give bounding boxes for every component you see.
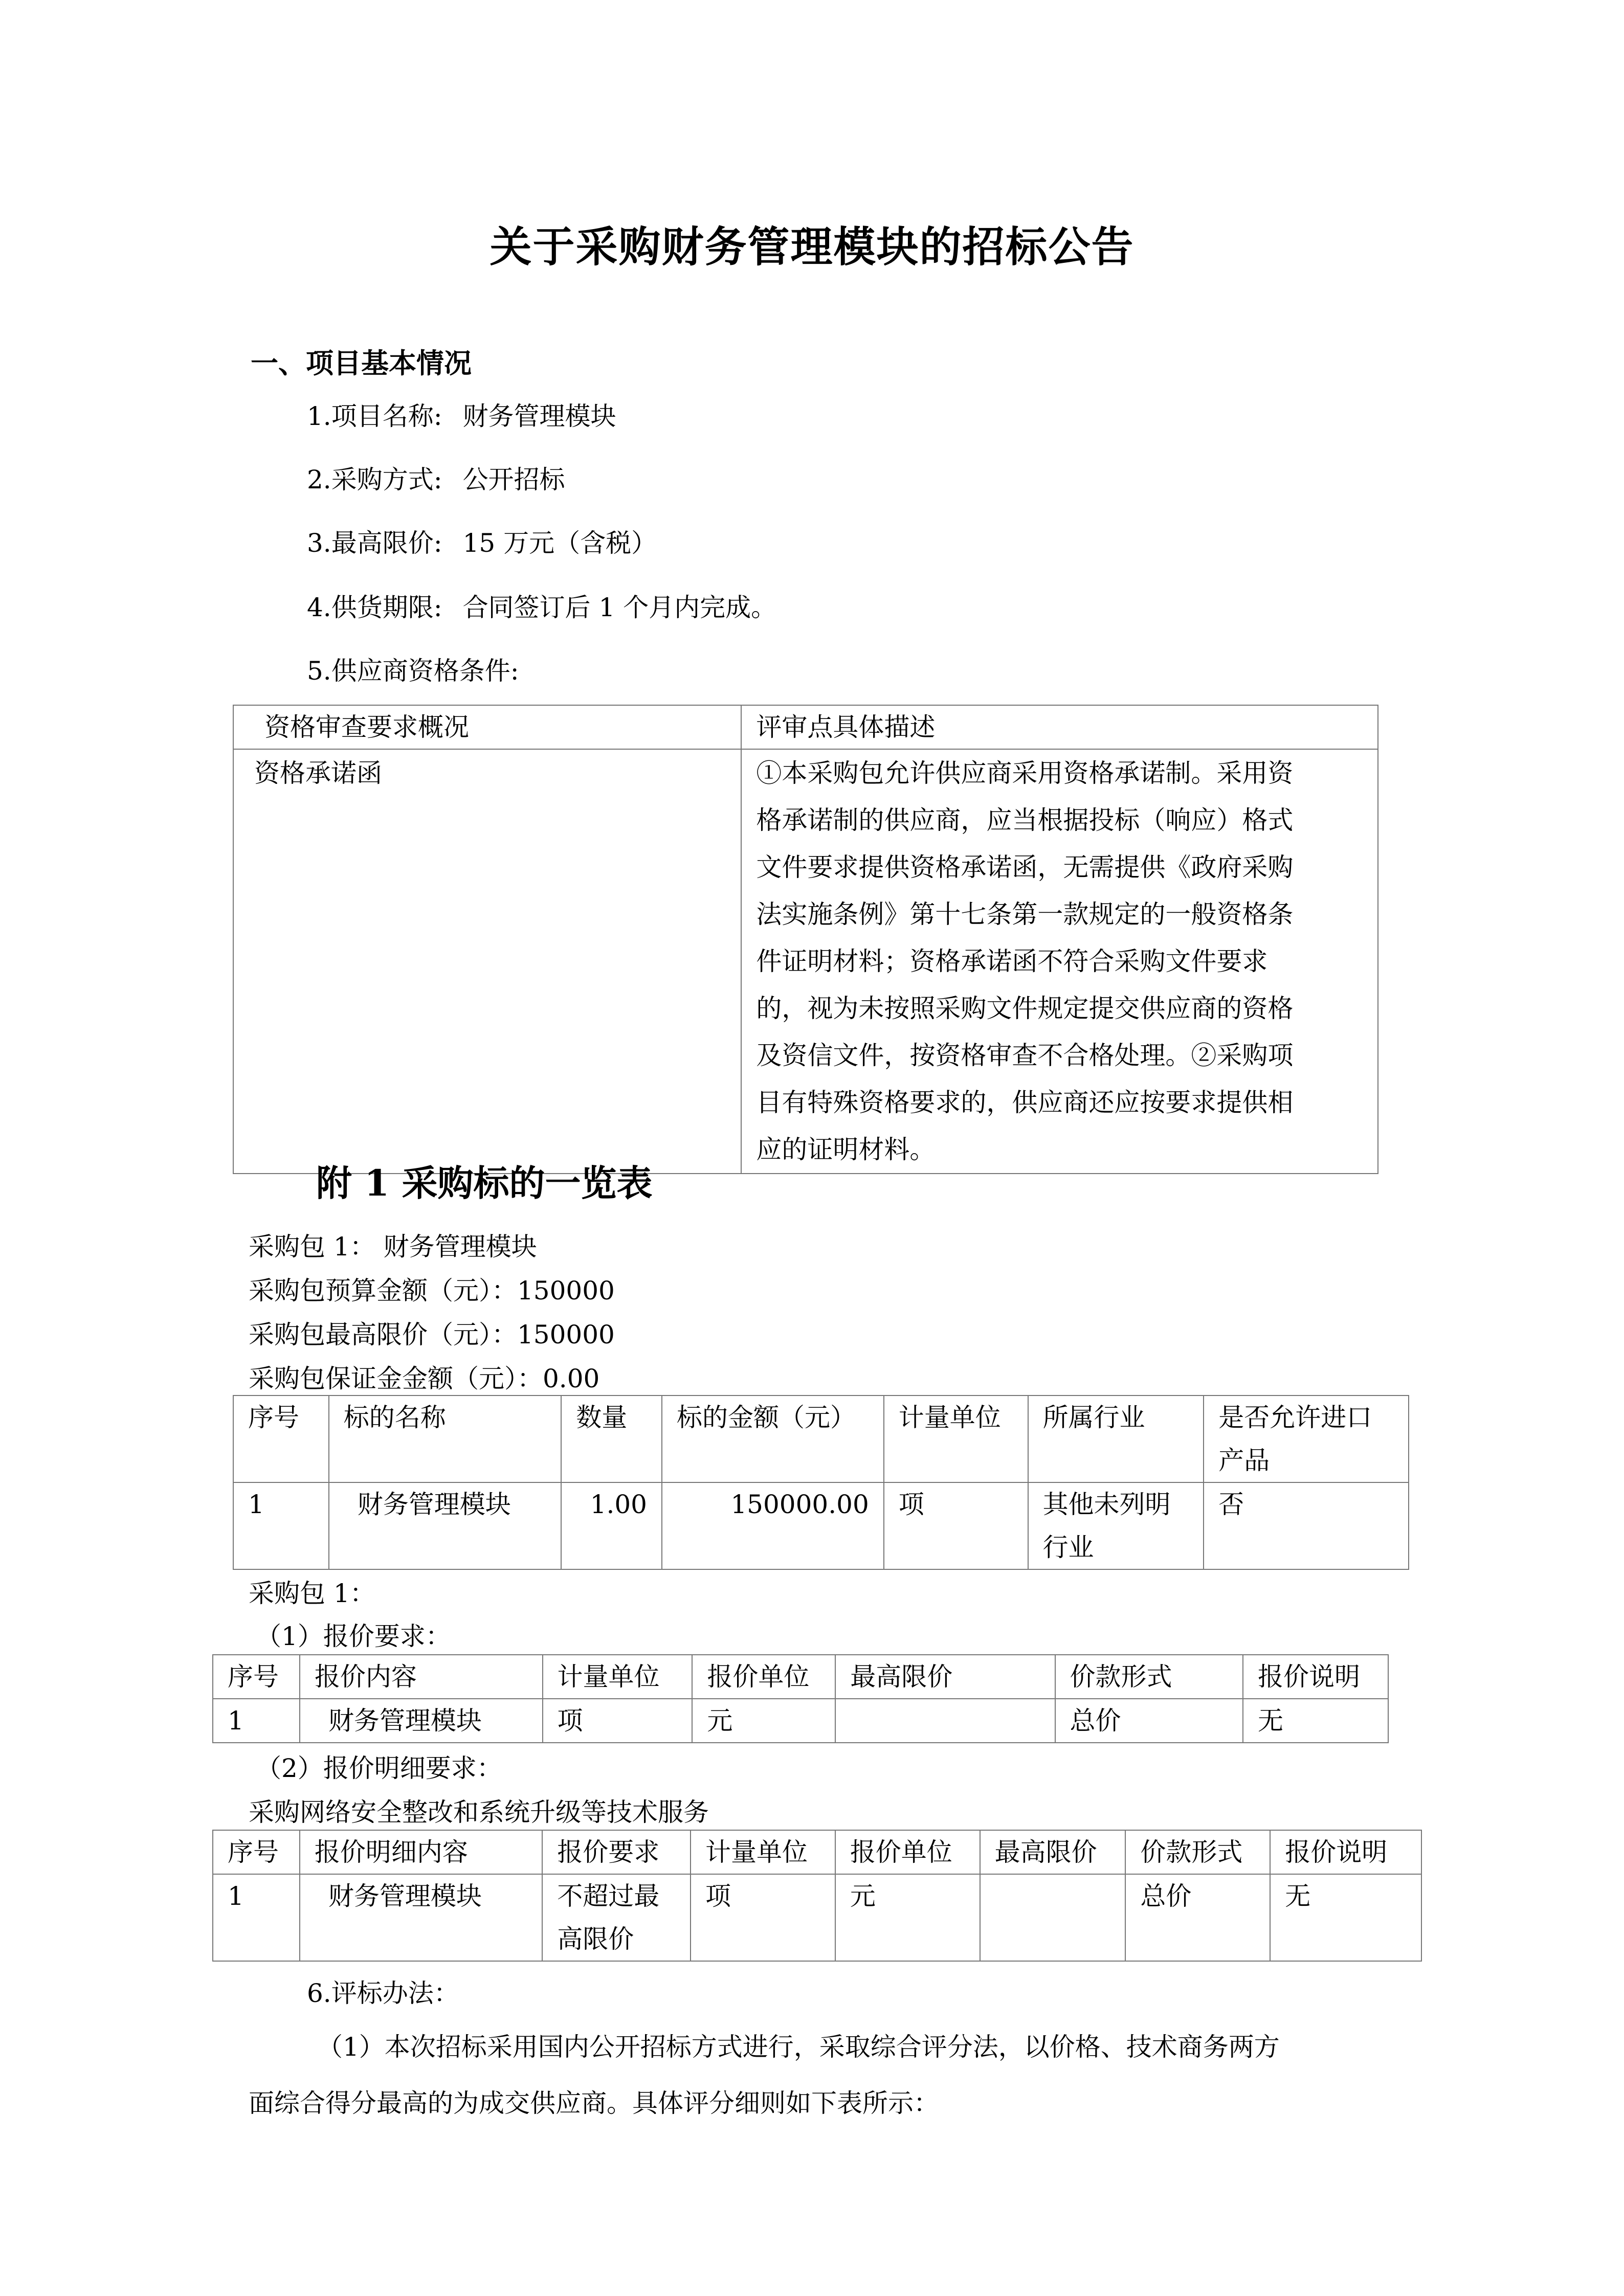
- item-value: 15 万元（含税）: [462, 528, 657, 558]
- item-value: 合同签订后 1 个月内完成。: [462, 593, 777, 622]
- item-value: 公开招标: [462, 465, 565, 494]
- evaluation-label: 6.评标办法：: [307, 1978, 459, 2008]
- cell-line: 其他未列明: [1042, 1490, 1171, 1519]
- project-name-line: [307, 396, 616, 433]
- table-header-cell: 报价单位: [835, 1830, 980, 1874]
- table-header-cell: 序号: [233, 1395, 329, 1482]
- package-info-line: 采购包 1： 财务管理模块: [249, 1232, 537, 1262]
- item-value: 财务管理模块: [462, 401, 616, 431]
- table-cell: 财务管理模块: [300, 1874, 542, 1961]
- table-header-cell: 评审点具体描述: [741, 705, 1378, 749]
- table-header-cell: 价款形式: [1055, 1655, 1243, 1699]
- table-cell: 元: [692, 1699, 835, 1743]
- table-header-row: [233, 705, 1378, 749]
- section-heading: 一、项目基本情况: [251, 347, 472, 379]
- package-info-line: 采购包预算金额（元）：150000: [249, 1276, 615, 1305]
- evaluation-paragraph-line: 面综合得分最高的为成交供应商。具体评分细则如下表所示：: [249, 2088, 939, 2118]
- cell-line: 行业: [1042, 1533, 1094, 1562]
- package-info-line: 采购包保证金金额（元）：0.00: [249, 1364, 600, 1393]
- table-cell: [542, 1874, 691, 1961]
- table-header-cell: 计量单位: [691, 1830, 835, 1874]
- table-row: [233, 1482, 1409, 1569]
- table-header-cell: 标的名称: [329, 1395, 561, 1482]
- table-header-cell: 最高限价: [980, 1830, 1126, 1874]
- table-cell: 无: [1243, 1699, 1388, 1743]
- table-header-cell: 报价明细内容: [300, 1830, 542, 1874]
- description-line: 文件要求提供资格承诺函，无需提供《政府采购: [756, 852, 1294, 882]
- procurement-method-line: [307, 459, 565, 496]
- item-label: 1.项目名称:: [307, 401, 442, 431]
- description-line: 的，视为未按照采购文件规定提交供应商的资格: [756, 994, 1294, 1023]
- table-header-cell: 报价内容: [300, 1655, 543, 1699]
- table-cell: [980, 1874, 1126, 1961]
- table-header-cell: 价款形式: [1125, 1830, 1270, 1874]
- package-label: 采购包 1：: [249, 1579, 375, 1608]
- item-label: 2.采购方式:: [307, 465, 442, 494]
- supplier-qualification-line: [307, 650, 519, 687]
- procurement-items-table: [233, 1395, 1409, 1570]
- table-cell: [1028, 1482, 1204, 1569]
- package-info-line: 采购包最高限价（元）：150000: [249, 1320, 615, 1349]
- quote-requirement-table: [212, 1654, 1389, 1743]
- table-header-cell: 报价说明: [1270, 1830, 1421, 1874]
- table-cell: 项: [543, 1699, 693, 1743]
- table-header-cell: 最高限价: [835, 1655, 1055, 1699]
- table-row: [213, 1874, 1421, 1961]
- table-header-cell: 序号: [213, 1655, 300, 1699]
- table-cell: 总价: [1055, 1699, 1243, 1743]
- page-title: 关于采购财务管理模块的招标公告: [490, 223, 1134, 272]
- description-line: 格承诺制的供应商，应当根据投标（响应）格式: [756, 805, 1294, 835]
- description-line: 应的证明材料。: [756, 1135, 936, 1164]
- detail-requirement-label: （2）报价明细要求：: [256, 1753, 502, 1783]
- table-header-cell: 资格审查要求概况: [233, 705, 741, 749]
- table-header-cell: 报价单位: [692, 1655, 835, 1699]
- table-header-cell: 报价要求: [542, 1830, 691, 1874]
- quote-requirement-label: （1）报价要求：: [256, 1622, 451, 1651]
- qualification-description: [741, 749, 1378, 1174]
- cell-line: 高限价: [557, 1924, 634, 1954]
- table-row: [233, 749, 1378, 1174]
- table-header-cell: 计量单位: [543, 1655, 693, 1699]
- table-header-row: [233, 1395, 1409, 1482]
- header-line: 是否允许进口: [1218, 1403, 1372, 1432]
- item-label: 4.供货期限:: [307, 593, 442, 622]
- table-cell: 财务管理模块: [329, 1482, 561, 1569]
- table-cell: 150000.00: [662, 1482, 884, 1569]
- table-cell: 1: [213, 1699, 300, 1743]
- table-cell: 元: [835, 1874, 980, 1961]
- header-line: 产品: [1218, 1446, 1270, 1475]
- qualification-table: [233, 705, 1378, 1174]
- table-header-row: [213, 1830, 1421, 1874]
- table-cell: 项: [691, 1874, 835, 1961]
- table-cell: 1: [213, 1874, 300, 1961]
- table-cell: 1: [233, 1482, 329, 1569]
- appendix-heading: 附 1 采购标的一览表: [316, 1162, 653, 1204]
- table-cell: 财务管理模块: [300, 1699, 543, 1743]
- table-cell: 1.00: [561, 1482, 662, 1569]
- max-price-line: [307, 523, 657, 559]
- table-cell: 无: [1270, 1874, 1421, 1961]
- item-label: 5.供应商资格条件:: [307, 656, 519, 686]
- description-line: 件证明材料；资格承诺函不符合采购文件要求: [756, 947, 1268, 976]
- table-cell: 否: [1204, 1482, 1409, 1569]
- table-cell: 项: [884, 1482, 1028, 1569]
- description-line: 法实施条例》第十七条第一款规定的一般资格条: [756, 899, 1294, 929]
- table-row: [213, 1699, 1388, 1743]
- table-header-cell: 报价说明: [1243, 1655, 1388, 1699]
- detail-requirement-caption: 采购网络安全整改和系统升级等技术服务: [249, 1797, 709, 1827]
- description-line: ①本采购包允许供应商采用资格承诺制。采用资: [756, 758, 1294, 788]
- table-cell: 总价: [1125, 1874, 1270, 1961]
- table-cell: 资格承诺函: [233, 749, 741, 1174]
- quote-detail-table: [212, 1830, 1422, 1962]
- evaluation-paragraph-line: （1）本次招标采用国内公开招标方式进行，采取综合评分法，以价格、技术商务两方: [317, 2032, 1280, 2062]
- table-header-cell: 所属行业: [1028, 1395, 1204, 1482]
- item-label: 3.最高限价:: [307, 528, 442, 558]
- description-line: 及资信文件，按资格审查不合格处理。②采购项: [756, 1041, 1294, 1070]
- table-header-cell: 序号: [213, 1830, 300, 1874]
- table-header-cell: 数量: [561, 1395, 662, 1482]
- description-line: 目有特殊资格要求的，供应商还应按要求提供相: [756, 1088, 1294, 1117]
- table-header-cell: 计量单位: [884, 1395, 1028, 1482]
- table-cell: [835, 1699, 1055, 1743]
- table-header-cell: [1204, 1395, 1409, 1482]
- delivery-period-line: [307, 587, 776, 624]
- table-header-row: [213, 1655, 1388, 1699]
- cell-line: 不超过最: [557, 1881, 660, 1911]
- table-header-cell: 标的金额（元）: [662, 1395, 884, 1482]
